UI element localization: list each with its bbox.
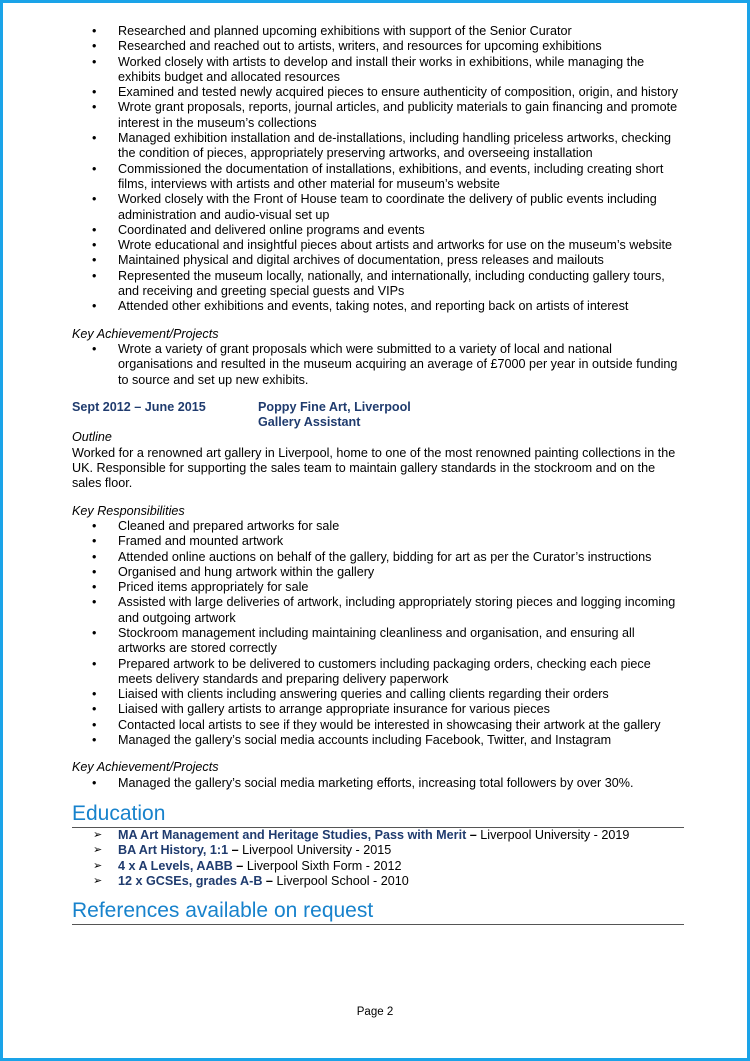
education-title: BA Art History, 1:1 (118, 843, 229, 858)
list-item: • Framed and mounted artwork (72, 534, 684, 549)
education-item (72, 843, 684, 858)
education-detail: Liverpool University - 2019 (480, 827, 630, 842)
education-title: 4 x A Levels, AABB (118, 858, 233, 873)
references-heading: References available on request (72, 899, 684, 925)
job-achievements-list (72, 776, 684, 791)
education-item (72, 828, 684, 843)
previous-achievements-list (72, 342, 684, 388)
arrow-bullet-icon: ➢ (93, 844, 103, 857)
education-dash: – (228, 843, 243, 858)
page-content (72, 24, 684, 925)
job-company-block (258, 400, 411, 431)
list-item: • Wrote grant proposals, reports, journal articles, and publicity materials to gain financing and promote interest in the museum’s collections (72, 100, 684, 131)
list-item: • Worked closely with artists to develop and install their works in exhibitions, while managing the exhibits budget and allocated resources (72, 55, 684, 86)
arrow-bullet-icon: ➢ (93, 828, 103, 841)
list-item: • Wrote a variety of grant proposals which were submitted to a variety of local and national organisations and resulted in the museum acquiring an average of £7000 per year in outside funding to source and set up new exhibits. (72, 342, 684, 388)
list-item: • Priced items appropriately for sale (72, 580, 684, 595)
list-item: • Managed the gallery’s social media accounts including Facebook, Twitter, and Instagram (72, 733, 684, 748)
list-item: • Commissioned the documentation of installations, exhibitions, and events, including creating short films, interviews with artists and other material for museum’s website (72, 162, 684, 193)
job-achievements-label: Key Achievement/Projects (72, 760, 219, 775)
previous-job-responsibilities (72, 24, 684, 315)
list-item: • Attended other exhibitions and events, taking notes, and reporting back on artists of interest (72, 299, 684, 314)
list-item: • Examined and tested newly acquired pieces to ensure authenticity of composition, origin, and history (72, 85, 684, 100)
list-item: • Attended online auctions on behalf of the gallery, bidding for art as per the Curator’s instructions (72, 550, 684, 565)
job-company: Poppy Fine Art, Liverpool (258, 399, 411, 414)
list-item: • Maintained physical and digital archives of documentation, press releases and mailouts (72, 253, 684, 268)
education-dash: – (232, 858, 247, 873)
job-role: Gallery Assistant (258, 415, 361, 430)
list-item: • Wrote educational and insightful pieces about artists and artworks for use on the museum’s website (72, 238, 684, 253)
list-item: • Prepared artwork to be delivered to customers including packaging orders, checking each piece meets delivery standards and preparing delivery paperwork (72, 657, 684, 688)
list-item: • Researched and reached out to artists, writers, and resources for upcoming exhibitions (72, 39, 684, 54)
arrow-bullet-icon: ➢ (93, 859, 103, 872)
education-title: MA Art Management and Heritage Studies, Pass with Merit (118, 827, 467, 842)
list-item: • Managed the gallery’s social media marketing efforts, increasing total followers by over 30%. (72, 776, 684, 791)
outline-text: Worked for a renowned art gallery in Liverpool, home to one of the most renowned painting collections in the UK. Responsible for supporting the sales team to maintain gallery standards in the stockroom and on the sales floor. (72, 445, 676, 491)
education-title: 12 x GCSEs, grades A-B (118, 873, 263, 888)
list-item: • Assisted with large deliveries of artwork, including appropriately storing pieces and logging incoming and outgoing artwork (72, 595, 684, 626)
list-item: • Coordinated and delivered online programs and events (72, 223, 684, 238)
page-number: Page 2 (356, 1006, 394, 1018)
education-detail: Liverpool Sixth Form - 2012 (246, 858, 402, 873)
education-detail: Liverpool University - 2015 (242, 843, 392, 858)
education-dash: – (262, 873, 277, 888)
responsibilities-label: Key Responsibilities (72, 503, 185, 518)
list-item: • Contacted local artists to see if they would be interested in showcasing their artwork at the gallery (72, 718, 684, 733)
education-item (72, 859, 684, 874)
education-item (72, 874, 684, 889)
list-item: • Stockroom management including maintaining cleanliness and organisation, and ensuring all artworks are stored correctly (72, 626, 684, 657)
outline-label: Outline (72, 430, 112, 445)
previous-achievements-label: Key Achievement/Projects (72, 326, 219, 341)
list-item: • Organised and hung artwork within the gallery (72, 565, 684, 580)
list-item: • Represented the museum locally, nationally, and internationally, including conducting gallery tours, and receiving and greeting special guests and VIPs (72, 269, 684, 300)
list-item: • Managed exhibition installation and de-installations, including handling priceless artworks, checking the condition of pieces, appropriately preserving artworks, and overseeing installation (72, 131, 684, 162)
education-detail: Liverpool School - 2010 (276, 873, 409, 888)
list-item: • Researched and planned upcoming exhibitions with support of the Senior Curator (72, 24, 684, 39)
list-item: • Cleaned and prepared artworks for sale (72, 519, 684, 534)
list-item: • Liaised with clients including answering queries and calling clients regarding their orders (72, 687, 684, 702)
job-responsibilities (72, 519, 684, 748)
education-list (72, 828, 684, 889)
education-heading: Education (72, 802, 684, 828)
job-dates: Sept 2012 – June 2015 (72, 399, 206, 414)
list-item: • Liaised with gallery artists to arrange appropriate insurance for various pieces (72, 702, 684, 717)
education-dash: – (466, 827, 481, 842)
list-item: • Worked closely with the Front of House team to coordinate the delivery of public events including administration and audio-visual set up (72, 192, 684, 223)
arrow-bullet-icon: ➢ (93, 874, 103, 887)
job-heading (72, 400, 684, 431)
